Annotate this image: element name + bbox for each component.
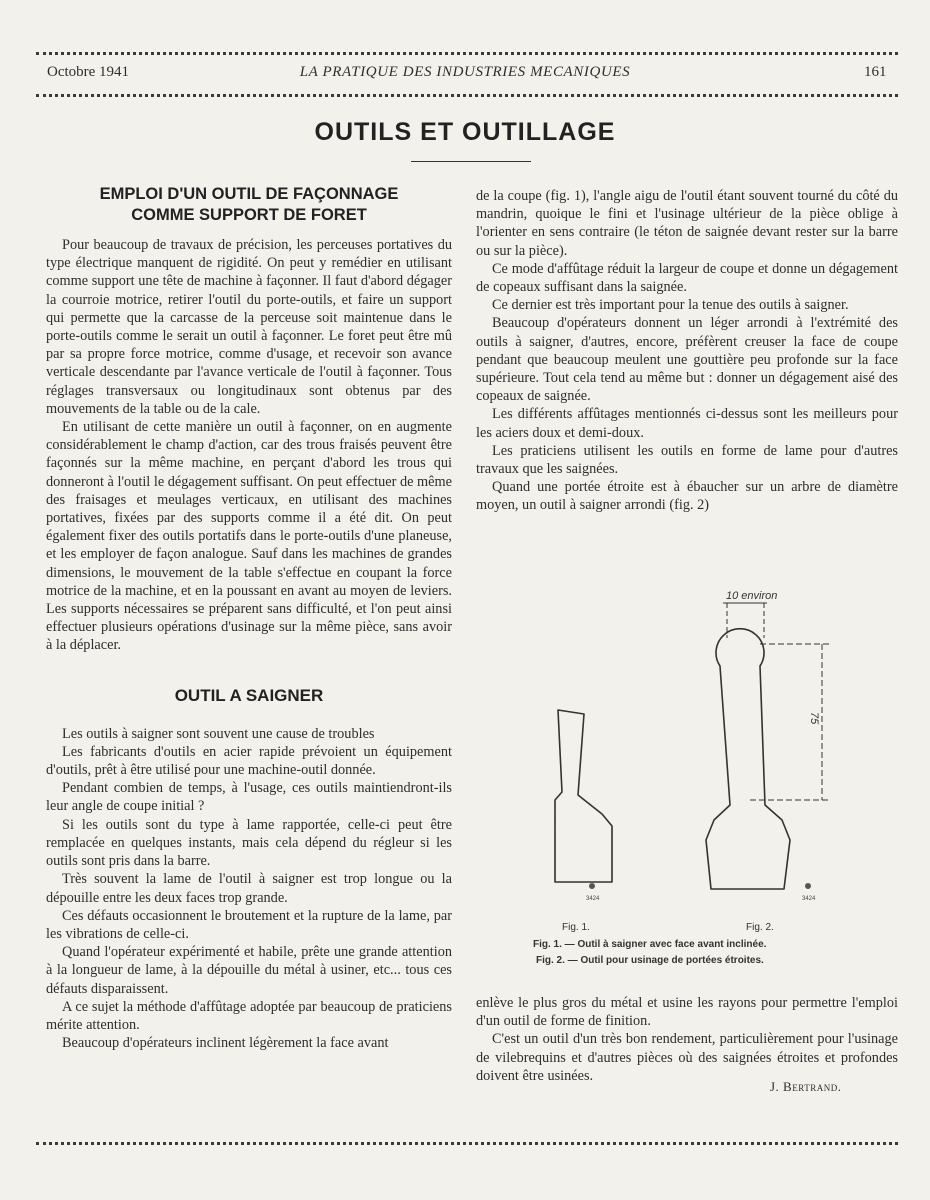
article2-paragraph: Beaucoup d'opérateurs donnent un léger arrondi à l'extrémité des outils à saigner, d'autres, encore, préfèrent creuser la face de coupe pendant que beaucoup meulent une gouttière peu profonde sur la face supérieure. Tout cela tend au même but : donner un dégagement aisé des copeaux de saignée.	[476, 315, 898, 405]
fig1-label: Fig. 1.	[562, 922, 590, 933]
article2-paragraph: Très souvent la lame de l'outil à saigner est trop longue ou la dépouille entre les deux faces trop grande.	[46, 871, 452, 906]
left-column	[46, 184, 452, 1052]
article1-title: EMPLOI D'UN OUTIL DE FAÇONNAGE COMME SUPPORT DE FORET	[99, 185, 399, 224]
header-bottom-rule	[36, 94, 898, 97]
article2-paragraph: Ce mode d'affûtage réduit la largeur de coupe et donne un dégagement de copeaux suffisant dans la saignée.	[476, 260, 898, 296]
article2-paragraph: Ces défauts occasionnent le broutement et la rupture de la lame, par les vibrations de celle-ci.	[46, 907, 452, 942]
article2-paragraph: C'est un outil d'un très bon rendement, particulièrement pour l'usinage de vilebrequins et d'autres pièces où des saignées étroites et profondes doivent être usinées.	[476, 1031, 898, 1084]
article2-paragraph: Pendant combien de temps, à l'usage, ces outils maintiendront-ils leur angle de coupe initial ?	[46, 780, 452, 815]
article2-paragraph: enlève le plus gros du métal et usine les rayons pour permettre l'emploi d'un outil de forme de finition.	[476, 995, 898, 1030]
tool-figure	[470, 580, 900, 990]
article2-paragraph: Si les outils sont du type à lame rapportée, celle-ci peut être remplacée en quelques instants, mais cela dépend du régleur si les outils sont pris dans la barre.	[46, 816, 452, 870]
article2-paragraph: A ce sujet la méthode d'affûtage adoptée par beaucoup de praticiens mérite attention.	[46, 998, 452, 1033]
header-top-rule	[36, 52, 898, 55]
fig1-tool-outline	[555, 710, 612, 882]
title-underline	[411, 161, 531, 162]
fig2-stamp-number: 3424	[802, 896, 816, 902]
fig1-stamp-mark	[589, 883, 595, 889]
article2-paragraph: Quand une portée étroite est à ébaucher sur un arbre de diamètre moyen, un outil à saigner arrondi (fig. 2)	[476, 479, 898, 514]
fig1-stamp-number: 3424	[586, 896, 600, 902]
article2-paragraph: Ce dernier est très important pour la tenue des outils à saigner.	[492, 297, 849, 314]
right-column-bottom	[476, 994, 898, 1085]
article2-paragraph: de la coupe (fig. 1), l'angle aigu de l'outil étant souvent tourné du côté du mandrin, quoique le fini et l'usinage ultérieur de la pièce oblige à l'orienter en sens contraire (le téton de saignée devant rester sur la barre ou sur la pièce).	[476, 188, 898, 259]
right-column-top	[476, 187, 898, 515]
article2-paragraph: Les praticiens utilisent les outils en forme de lame pour d'autres travaux que les saignées.	[476, 442, 898, 478]
article2-paragraph: Les outils à saigner sont souvent une cause de troubles	[62, 725, 375, 742]
article2-signature: J. Bertrand.	[770, 1079, 842, 1094]
fig1-caption: Fig. 1. — Outil à saigner avec face avant inclinée.	[533, 939, 767, 950]
header-date: Octobre 1941	[47, 64, 130, 80]
header-journal-title: LA PRATIQUE DES INDUSTRIES MECANIQUES	[299, 64, 631, 80]
fig2-stamp-mark	[805, 883, 811, 889]
article2-paragraph: Quand l'opérateur expérimenté et habile, prête une grande attention à la longueur de lame, à la dépouille du métal à usiner, etc... tous ces défauts disparaissent.	[46, 944, 452, 997]
fig2-caption: Fig. 2. — Outil pour usinage de portées étroites.	[536, 955, 764, 966]
article2-paragraph: Les fabricants d'outils en acier rapide prévoient un équipement d'outils, prêt à être utilisé pour une machine-outil donnée.	[46, 743, 452, 779]
fig2-tool-outline	[706, 629, 790, 889]
article2-title: OUTIL A SAIGNER	[174, 685, 324, 705]
footer-rule	[36, 1142, 898, 1145]
article1-paragraph: En utilisant de cette manière un outil à façonner, on en augmente considérablement le champ d'action, car des trous fraisés peuvent être façonnés sur la même machine, en perçant d'abord les trous qui donneront à l'outil le dégagement suffisant. On peut effectuer de même des fraisages et meulages verticaux, en utilisant des machines portatives, fixées par des supports comme il a été dit. On peut également fixer des outils portatifs dans le porte-outils d'une planeuse, et les employer de façon analogue. Sauf dans les machines de grandes dimensions, le mouvement de la table s'effectue en coupant la force motrice de la machine, et en la poussant en avant au moyen de leviers. Les supports nécessaires se préparent sans difficulté, et l'on peut ainsi effectuer plusieurs opérations d'usinage sur la même pièce, sans avoir à la déplacer.	[46, 419, 452, 654]
section-title: OUTILS ET OUTILLAGE	[314, 118, 616, 146]
article2-paragraph: Les différents affûtages mentionnés ci-dessus sont les meilleurs pour les aciers doux et demi-doux.	[476, 406, 898, 441]
dimension-width-label: 10 environ	[726, 590, 778, 602]
article2-paragraph: Beaucoup d'opérateurs inclinent légèrement la face avant	[62, 1035, 389, 1052]
dimension-height-label: 75	[808, 712, 820, 725]
fig2-label: Fig. 2.	[746, 922, 774, 933]
article1-paragraph: Pour beaucoup de travaux de précision, les perceuses portatives du type électrique manquent de rigidité. On peut y remédier en utilisant comme support une tête de machine à façonner. Il faut d'abord dégager la courroie motrice, retirer l'outil du porte-outils, et faire un support qui permette que la carcasse de la perceuse soit maintenue dans le porte-outils comme le serait un outil à façonner. Le foret peut être mû par sa propre force motrice, comme d'usage, et recevoir son avance verticale descendante par l'avance verticale de l'outil à façonner. Tous réglages transversaux ou longitudinaux sont obtenus par des mouvements de la table ou de la cale.	[46, 237, 452, 417]
header-page-number: 161	[864, 64, 887, 80]
